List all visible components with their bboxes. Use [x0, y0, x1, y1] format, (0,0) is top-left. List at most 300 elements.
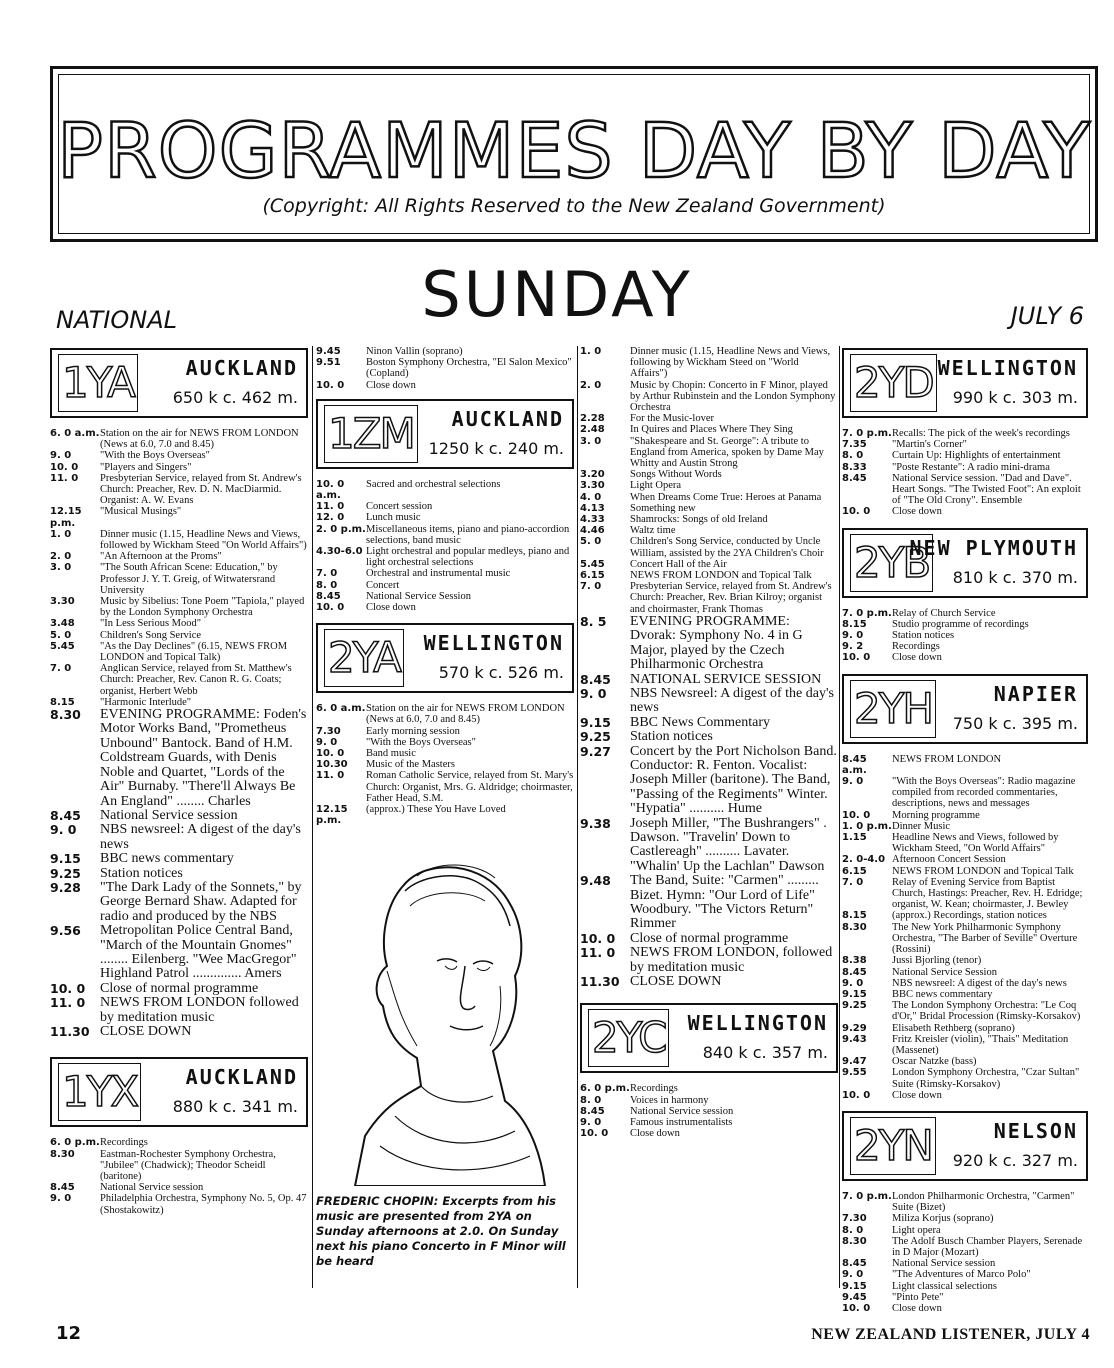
programme-description: When Dreams Come True: Heroes at Panama — [630, 491, 822, 503]
programme-description: "Players and Singers" — [100, 461, 192, 473]
station-call-sign: 2YA — [324, 629, 404, 687]
programme-description: Dinner music (1.15, Headline News and Views, followed by Wickham Steed "On World Affairs") — [100, 528, 307, 552]
programme-time: 7. 0 p.m. — [842, 1190, 892, 1202]
programme-entry — [580, 1095, 838, 1106]
programme-description: National Service session — [100, 807, 238, 823]
programme-entry — [842, 1191, 1088, 1213]
programme-time: 10. 0 — [316, 379, 345, 391]
programme-description: Close down — [366, 379, 416, 391]
programme-time: 7. 0 — [580, 581, 602, 593]
programme-entry — [50, 1025, 308, 1039]
programme-description: Philadelphia Orchestra, Symphony No. 5, Op. 47 (Shostakowitz) — [100, 1193, 307, 1216]
programme-time: 9.15 — [580, 714, 611, 730]
programme-description: Ninon Vallin (soprano) — [366, 346, 463, 357]
programme-list-2yn — [842, 1191, 1088, 1314]
station-box-1yx — [50, 1057, 308, 1127]
programme-time: 11.30 — [50, 1024, 90, 1040]
programme-description: Roman Catholic Service, relayed from St. Mary's Church: Organist, Mrs. G. Aldridge; choirmaster, Father Head, S.M. — [366, 770, 574, 804]
programme-description: The Adolf Busch Chamber Players, Serenade in D Major (Mozart) — [892, 1235, 1083, 1258]
programme-description: Music of the Masters — [366, 759, 455, 771]
programme-entry — [580, 615, 838, 673]
programme-entry — [842, 608, 1088, 619]
programme-description: (approx.) Recordings, station notices — [892, 910, 1047, 922]
programme-description: Metropolitan Police Central Band, "March of the Mountain Gnomes" ........ Eilenberg. "Wee MacGregor" Highland Patrol .............. Amers — [100, 923, 297, 982]
station-frequency: 570 k c. 526 m. — [438, 663, 564, 683]
programme-entry — [842, 1213, 1088, 1224]
programme-time: 4.33 — [580, 514, 605, 526]
programme-entry — [842, 1269, 1088, 1280]
programme-entry — [50, 641, 308, 663]
programme-entry — [50, 1137, 308, 1148]
station-frequency: 840 k c. 357 m. — [702, 1043, 828, 1063]
programme-description: Miliza Korjus (soprano) — [892, 1213, 994, 1225]
programme-entry — [580, 687, 838, 716]
programme-description: "With the Boys Overseas" — [100, 450, 210, 462]
programme-description: Recordings — [100, 1137, 148, 1149]
programme-description: National Service Session — [892, 966, 997, 978]
programme-time: 7. 0 — [50, 663, 72, 675]
programme-description: Fritz Kreisler (violin), "Thais" Meditation (Massenet) — [892, 1033, 1069, 1056]
programme-time: 8.45 — [580, 1105, 605, 1117]
programme-description: Close down — [630, 1128, 680, 1140]
programme-description: BBC News Commentary — [630, 714, 770, 730]
programme-entry — [316, 580, 574, 591]
station-call-sign: 1YA — [58, 354, 138, 412]
programme-description: Close down — [892, 506, 942, 518]
programme-time: 8.30 — [842, 921, 867, 933]
programme-entry — [842, 832, 1088, 854]
programme-description: "Martin's Corner" — [892, 439, 967, 451]
programme-time: 2.28 — [580, 413, 605, 425]
programme-entry — [580, 581, 838, 615]
programme-entry — [842, 439, 1088, 450]
programme-entry — [842, 619, 1088, 630]
programme-list-1yx — [50, 1137, 308, 1215]
station-box-1ya — [50, 348, 308, 418]
programme-time: 9.38 — [580, 815, 611, 831]
programme-description: NATIONAL SERVICE SESSION — [630, 671, 822, 687]
programme-description: Something new — [630, 502, 696, 514]
programme-entry — [580, 492, 838, 503]
programme-entry — [842, 922, 1088, 956]
station-frequency: 880 k c. 341 m. — [172, 1097, 298, 1117]
programme-time: 7.30 — [842, 1213, 867, 1225]
programme-entry — [580, 413, 838, 424]
programme-entry — [842, 1056, 1088, 1067]
programme-entry — [50, 982, 308, 996]
programme-description: In Quires and Places Where They Sing — [630, 424, 793, 436]
programme-time: 10. 0 — [842, 1302, 871, 1314]
programme-description: For the Music-lover — [630, 413, 714, 425]
programme-entry — [580, 1106, 838, 1117]
station-frequency: 750 k c. 395 m. — [952, 713, 1078, 733]
station-frequency: 1250 k c. 240 m. — [428, 438, 564, 458]
programme-entry — [316, 804, 574, 826]
programme-list-2ya-continued — [580, 346, 838, 615]
programme-description: Famous instrumentalists — [630, 1117, 733, 1129]
programme-entry — [316, 346, 574, 357]
column-1 — [50, 346, 308, 1216]
column-divider — [312, 346, 313, 1288]
programme-entry — [580, 1083, 838, 1094]
programme-description: NBS newsreel: A digest of the day's news — [892, 977, 1067, 989]
programme-time: 8.33 — [842, 461, 867, 473]
programme-entry — [50, 551, 308, 562]
programme-time: 11. 0 — [580, 945, 616, 961]
programme-time: 8.38 — [842, 955, 867, 967]
programme-description: Music by Sibelius: Tone Poem "Tapiola," played by the London Symphony Orchestra — [100, 596, 305, 619]
programme-description: Band music — [366, 748, 416, 760]
programme-entry — [580, 436, 838, 470]
programme-time: 2. 0 — [50, 551, 72, 563]
programme-entry — [580, 424, 838, 435]
programme-entry — [842, 1236, 1088, 1258]
programme-description: EVENING PROGRAMME: Dvorak: Symphony No. 4 in G Major, played by the Czech Philharmonic Orchestra — [630, 613, 803, 673]
programme-description: National Service Session — [366, 590, 471, 602]
programme-description: CLOSE DOWN — [630, 974, 722, 990]
programme-entry — [580, 514, 838, 525]
programme-description: "The Adventures of Marco Polo" — [892, 1269, 1031, 1281]
masthead-title: PROGRAMMES DAY BY DAY — [57, 106, 1091, 195]
programme-description: Light classical selections — [892, 1280, 997, 1292]
programme-description: Morning programme — [892, 809, 980, 821]
programme-entry — [316, 748, 574, 759]
programme-time: 9.51 — [316, 357, 341, 369]
programme-entry — [842, 450, 1088, 461]
programme-entry — [316, 737, 574, 748]
programme-description: Eastman-Rochester Symphony Orchestra, "Jubilee" (Chadwick); Theodor Scheidl (baritone) — [100, 1148, 276, 1183]
programme-time: 3.48 — [50, 618, 75, 630]
programme-description: CLOSE DOWN — [100, 1024, 192, 1040]
programme-entry — [580, 469, 838, 480]
programme-entry — [580, 817, 838, 875]
programme-time: 4.46 — [580, 525, 605, 537]
programme-description: Songs Without Words — [630, 469, 722, 481]
programme-description: Curtain Up: Highlights of entertainment — [892, 450, 1061, 462]
copyright-notice: (Copyright: All Rights Reserved to the New Zealand Government) — [262, 195, 886, 217]
programme-time: 9.43 — [842, 1033, 867, 1045]
station-box-2yn — [842, 1111, 1088, 1181]
programme-entry — [316, 703, 574, 725]
programme-list-1zm — [316, 479, 574, 613]
programme-entry — [316, 726, 574, 737]
programme-list-2yd — [842, 428, 1088, 518]
programme-entry — [842, 1067, 1088, 1089]
programme-list-2yh — [842, 754, 1088, 1101]
programme-time: 9.15 — [50, 851, 81, 867]
programme-time: 2. 0 p.m. — [316, 523, 366, 535]
programme-description: Children's Song Service, conducted by Uncle William, assisted by the 2YA Children's Choir — [630, 536, 824, 559]
programme-entry — [316, 501, 574, 512]
programme-time: 8.45 — [842, 966, 867, 978]
programme-description: Elisabeth Rethberg (soprano) — [892, 1022, 1015, 1034]
programme-time: 7. 0 — [316, 568, 338, 580]
programme-description: Dinner music (1.15, Headline News and Views, following by Wickham Steed on "World Affairs") — [630, 346, 831, 380]
station-city: NEW PLYMOUTH — [909, 535, 1078, 560]
programme-entry — [842, 1034, 1088, 1056]
programme-entry — [580, 874, 838, 932]
programme-description: Concert Hall of the Air — [630, 558, 727, 570]
programme-entry — [842, 1281, 1088, 1292]
programme-description: The New York Philharmonic Symphony Orchestra, "The Barber of Seville" Overture (Rossini) — [892, 921, 1078, 956]
programme-entry — [580, 536, 838, 558]
programme-description: Miscellaneous items, piano and piano-accordion selections, band music — [366, 523, 570, 546]
station-city: WELLINGTON — [423, 631, 564, 656]
programme-description: "Musical Musings" — [100, 506, 182, 518]
programme-description: Presbyterian Service, relayed from St. Andrew's Church: Preacher, Rev. Brian Kilroy; organist and choirmaster, Frank Thomas — [630, 581, 832, 615]
programme-time: 7. 0 p.m. — [842, 607, 892, 619]
programme-entry — [50, 428, 308, 450]
programme-time: 9. 2 — [842, 641, 864, 653]
programme-time: 12.15 p.m. — [316, 804, 348, 827]
programme-description: National Service session. "Dad and Dave". Heart Songs. "The Twisted Foot": An exploit of "The Old Crony". Ensemble — [892, 472, 1081, 507]
programme-time: 9.29 — [842, 1022, 867, 1034]
programme-time: 9. 0 — [580, 685, 607, 701]
page-number: 12 — [56, 1323, 82, 1344]
programme-time: 9. 0 — [316, 736, 338, 748]
station-frequency: 650 k c. 462 m. — [172, 388, 298, 407]
programme-time: 9.27 — [580, 743, 611, 759]
programme-description: Light opera — [892, 1224, 941, 1236]
programme-entry — [842, 506, 1088, 517]
programme-entry — [580, 480, 838, 491]
programme-description: Concert by the Port Nicholson Band. Conductor: R. Fenton. Vocalist: Joseph Miller (baritone). The Band, "Passing of the Regiments" Winter. "Hypatia" .......... Hume — [630, 743, 837, 817]
programme-description: National Service session — [892, 1258, 996, 1270]
programme-time: 9.45 — [316, 346, 341, 357]
programme-entry — [316, 568, 574, 579]
programme-entry — [842, 866, 1088, 877]
programme-entry — [842, 1000, 1088, 1022]
station-frequency: 990 k c. 303 m. — [952, 388, 1078, 407]
programme-entry — [50, 867, 308, 881]
station-city: NAPIER — [993, 681, 1078, 706]
programme-list-2yc — [580, 1083, 838, 1139]
station-box-1zm — [316, 399, 574, 469]
programme-time: 7.35 — [842, 439, 867, 451]
column-divider — [839, 346, 840, 1288]
station-box-2yb — [842, 528, 1088, 598]
programme-description: Music by Chopin: Concerto in F Minor, played by Arthur Rubinstein and the London Symphony Orchestra — [630, 379, 836, 414]
masthead-frame — [50, 66, 1098, 242]
day-title: SUNDAY — [421, 258, 693, 331]
programme-entry — [580, 346, 838, 380]
programme-time: 10. 0 — [50, 461, 79, 473]
programme-time: 7. 0 — [842, 876, 864, 888]
programme-time: 11. 0 — [50, 472, 79, 484]
programme-time: 8.15 — [842, 910, 867, 922]
column-3 — [580, 346, 838, 1139]
programme-time: 8.15 — [842, 618, 867, 630]
programme-description: National Service session — [630, 1105, 734, 1117]
station-call-sign: 2YB — [850, 534, 933, 592]
evening-programme-2ya — [580, 615, 838, 990]
programme-entry — [842, 1303, 1088, 1314]
programme-entry — [50, 596, 308, 618]
programme-entry — [580, 975, 838, 989]
programme-entry — [842, 428, 1088, 439]
programme-entry — [580, 946, 838, 975]
programme-time: 3. 0 — [50, 562, 72, 574]
programme-list-2yb — [842, 608, 1088, 664]
programme-description: Relay of Evening Service from Baptist Church, Hastings: Preacher, Rev. H. Edridge; organist, W. Kean; choirmaster, J. Bewley — [892, 876, 1083, 911]
programme-entry — [50, 618, 308, 629]
programme-description: NEWS FROM LONDON and Topical Talk — [892, 865, 1074, 877]
programme-entry — [842, 630, 1088, 641]
programme-description: Relay of Church Service — [892, 607, 996, 619]
programme-time: 11. 0 — [50, 995, 86, 1011]
programme-entry — [50, 1193, 308, 1215]
programme-description: (approx.) These You Have Loved — [366, 804, 506, 816]
programme-description: Station notices — [892, 630, 955, 642]
programme-time: 9.48 — [580, 873, 611, 889]
programme-time: 8. 5 — [580, 613, 607, 629]
programme-time: 7.30 — [316, 725, 341, 737]
programme-description: "With the Boys Overseas" — [366, 736, 476, 748]
programme-time: 11. 0 — [316, 770, 345, 782]
programme-entry — [842, 1292, 1088, 1303]
programme-entry — [842, 978, 1088, 989]
programme-entry — [316, 512, 574, 523]
programme-time: 8. 0 — [580, 1094, 602, 1106]
programme-time: 6. 0 a.m. — [316, 703, 366, 715]
programme-entry — [580, 1117, 838, 1128]
programme-entry — [842, 1090, 1088, 1101]
programme-description: "An Afternoon at the Proms" — [100, 551, 222, 563]
programme-time: 8.45 — [580, 671, 611, 687]
programme-time: 9. 0 — [580, 1117, 602, 1129]
programme-description: London Philharmonic Orchestra, "Carmen" Suite (Bizet) — [892, 1190, 1075, 1214]
programme-time: 9. 0 — [842, 776, 864, 788]
programme-time: 6. 0 p.m. — [50, 1137, 100, 1149]
programme-time: 12.15 p.m. — [50, 506, 82, 529]
programme-time: 8.45 — [50, 1182, 75, 1194]
station-frequency: 920 k c. 327 m. — [952, 1150, 1078, 1170]
programme-time: 10. 0 — [842, 652, 871, 664]
programme-description: Recalls: The pick of the week's recordings — [892, 428, 1070, 439]
programme-entry — [50, 924, 308, 982]
programme-list-1yx-continued — [316, 346, 574, 391]
programme-description: Jussi Bjorling (tenor) — [892, 955, 982, 967]
programme-time: 9. 0 — [50, 822, 77, 838]
programme-description: NEWS FROM LONDON followed by meditation music — [100, 995, 299, 1025]
station-frequency: 810 k c. 370 m. — [952, 567, 1078, 587]
programme-entry — [316, 759, 574, 770]
programme-time: 5. 0 — [580, 536, 602, 548]
programme-time: 8.30 — [50, 1148, 75, 1160]
programme-entry — [316, 546, 574, 568]
programme-time: 6.15 — [580, 570, 605, 582]
programme-time: 10. 0 — [580, 930, 616, 946]
programme-description: Recordings — [630, 1083, 678, 1095]
programme-time: 8.45 — [842, 472, 867, 484]
programme-entry — [842, 641, 1088, 652]
programme-description: Close of normal programme — [630, 930, 789, 946]
programme-entry — [50, 852, 308, 866]
programme-time: 5. 0 — [50, 629, 72, 641]
programme-description: Voices in harmony — [630, 1094, 709, 1106]
programme-description: Station notices — [630, 729, 713, 745]
programme-entry — [580, 525, 838, 536]
station-call-sign: 1ZM — [324, 405, 418, 463]
publication-footer: NEW ZEALAND LISTENER, JULY 4 — [811, 1326, 1090, 1343]
programme-entry — [580, 716, 838, 730]
programme-entry — [580, 570, 838, 581]
programme-entry — [316, 602, 574, 613]
programme-entry — [316, 380, 574, 391]
programme-time: 9.47 — [842, 1056, 867, 1068]
programme-list-1ya — [50, 428, 308, 708]
programme-entry — [50, 663, 308, 697]
programme-time: 4.30-6.0 — [316, 546, 363, 558]
programme-time: 9.25 — [580, 729, 611, 745]
column-4 — [842, 346, 1088, 1314]
programme-description: Close down — [892, 1089, 942, 1101]
programme-description: Afternoon Concert Session — [892, 854, 1006, 866]
programme-description: Station on the air for NEWS FROM LONDON (News at 6.0, 7.0 and 8.45) — [366, 703, 565, 726]
programme-time: 3. 0 — [580, 435, 602, 447]
programme-time: 2. 0-4.0 — [842, 854, 886, 866]
programme-entry — [580, 503, 838, 514]
programme-description: Oscar Natzke (bass) — [892, 1056, 977, 1068]
programme-description: The London Symphony Orchestra: "Le Coq d'Or," Bridal Procession (Rimsky-Korsakov) — [892, 1000, 1081, 1023]
programme-description: NEWS FROM LONDON — [892, 753, 1002, 765]
programme-description: NEWS FROM LONDON and Topical Talk — [630, 570, 812, 582]
programme-time: 5.45 — [50, 640, 75, 652]
programme-entry — [50, 1182, 308, 1193]
programme-entry — [842, 462, 1088, 473]
programme-time: 1. 0 p.m. — [842, 820, 892, 832]
programme-entry — [842, 989, 1088, 1000]
programme-entry — [316, 479, 574, 501]
programme-time: 12. 0 — [316, 512, 345, 524]
programme-time: 9. 0 — [842, 977, 864, 989]
programme-description: "Poste Restante": A radio mini-drama — [892, 461, 1050, 473]
programme-time: 9.15 — [842, 988, 867, 1000]
programme-time: 10. 0 — [316, 602, 345, 614]
programme-time: 6.15 — [842, 865, 867, 877]
programme-entry — [842, 652, 1088, 663]
programme-description: Early morning session — [366, 725, 460, 737]
station-call-sign: 2YN — [850, 1117, 936, 1175]
station-call-sign: 1YX — [58, 1063, 141, 1121]
programme-time: 10. 0 — [580, 1128, 609, 1140]
station-city: WELLINGTON — [937, 356, 1078, 380]
programme-description: Headline News and Views, followed by Wickham Steed, "On World Affairs" — [892, 832, 1059, 855]
station-call-sign: 2YC — [588, 1009, 669, 1067]
programme-description: EVENING PROGRAMME: Foden's Motor Works Band, "Prometheus Unbound" Bantock. Band of H.M. Coldstream Guards, with Denis Noble and Quartet, "Lords of the Air" Burnaby. "There'll Always Be An England" ........ Charles — [100, 707, 307, 809]
programme-entry — [316, 524, 574, 546]
programme-description: BBC news commentary — [100, 851, 234, 867]
programme-entry — [842, 967, 1088, 978]
programme-time: 8.45 a.m. — [842, 753, 867, 776]
station-box-2ya — [316, 623, 574, 693]
station-city: AUCKLAND — [185, 1065, 298, 1090]
programme-description: Close of normal programme — [100, 980, 259, 996]
programme-description: National Service session — [100, 1182, 204, 1194]
programme-entry — [842, 810, 1088, 821]
programme-time: 9.56 — [50, 923, 81, 939]
programme-entry — [842, 1258, 1088, 1269]
programme-entry — [50, 1149, 308, 1183]
programme-description: Station notices — [100, 865, 183, 881]
station-call-sign: 2YD — [850, 354, 937, 412]
programme-time: 1. 0 — [50, 528, 72, 540]
programme-entry — [580, 380, 838, 414]
programme-description: Close down — [366, 602, 416, 614]
programme-time: 3.30 — [580, 480, 605, 492]
programme-time: 9.55 — [842, 1067, 867, 1079]
programme-time: 10. 0 — [842, 809, 871, 821]
